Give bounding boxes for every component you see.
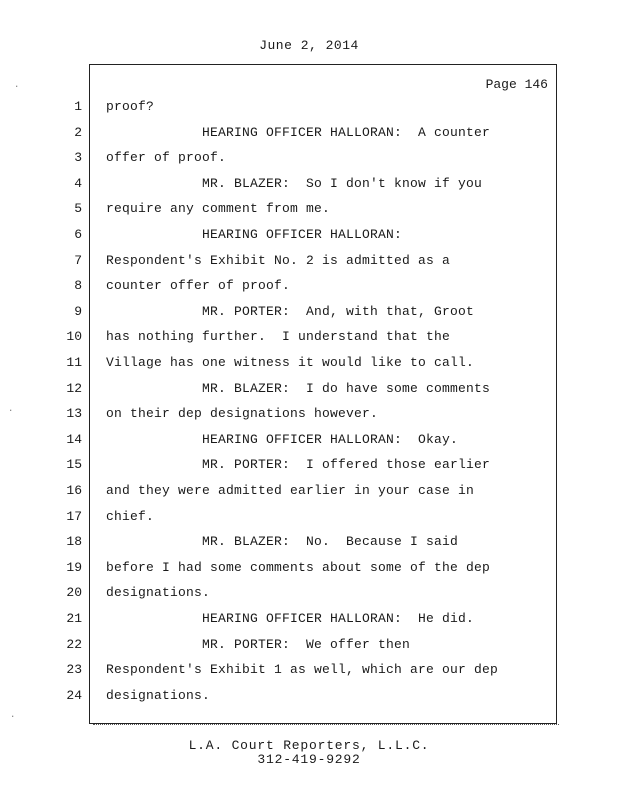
scan-speck: · — [8, 406, 14, 416]
line-text: chief. — [106, 508, 155, 524]
line-text: HEARING OFFICER HALLORAN: Okay. — [106, 431, 459, 447]
line-text: and they were admitted earlier in your case in — [106, 483, 475, 498]
line-number: 12 — [66, 380, 82, 396]
line-text: designations. — [106, 585, 211, 601]
line-number: 18 — [66, 534, 82, 550]
line-number: 14 — [66, 431, 82, 447]
line-text: before I had some comments about some of the dep — [106, 559, 491, 575]
line-text: Respondent's Exhibit 1 as well, which are our dep — [106, 662, 499, 678]
line-number: 23 — [66, 662, 82, 678]
scan-speck: · — [14, 82, 20, 92]
line-text: proof? — [106, 99, 155, 114]
line-number: 11 — [66, 355, 82, 370]
line-number: 9 — [74, 303, 82, 319]
line-text: counter offer of proof. — [106, 278, 291, 294]
line-text: MR. BLAZER: I do have some comments — [106, 380, 491, 396]
frame-shadow — [93, 724, 559, 727]
footer-company: L.A. Court Reporters, L.L.C. — [188, 738, 430, 753]
line-number: 2 — [74, 124, 82, 140]
line-text: require any comment from me. — [106, 201, 331, 217]
line-number: 1 — [74, 99, 82, 114]
line-text: designations. — [106, 687, 211, 703]
line-number: 13 — [66, 406, 82, 422]
scan-speck: · — [10, 712, 16, 722]
line-text: MR. PORTER: I offered those earlier — [106, 457, 491, 473]
line-text: HEARING OFFICER HALLORAN: A counter — [106, 124, 491, 140]
line-text: offer of proof. — [106, 150, 227, 166]
line-text: on their dep designations however. — [106, 406, 379, 422]
footer-phone: 312-419-9292 — [257, 752, 361, 767]
line-number: 8 — [74, 278, 82, 294]
line-number: 24 — [66, 687, 82, 703]
line-text: has nothing further. I understand that the — [106, 329, 451, 345]
line-number: 15 — [66, 457, 82, 473]
line-number: 20 — [66, 585, 82, 601]
line-text: HEARING OFFICER HALLORAN: He did. — [106, 611, 475, 626]
line-number: 7 — [74, 252, 82, 268]
line-text: MR. BLAZER: So I don't know if you — [106, 175, 483, 191]
line-number: 17 — [66, 508, 82, 524]
line-text: HEARING OFFICER HALLORAN: — [106, 227, 403, 242]
line-number: 5 — [74, 201, 82, 217]
line-number: 21 — [66, 611, 82, 626]
line-text: MR. PORTER: We offer then — [106, 636, 411, 652]
page-number: Page 146 — [485, 77, 548, 92]
line-text: MR. BLAZER: No. Because I said — [106, 534, 459, 550]
line-number: 19 — [66, 559, 82, 575]
line-number: 16 — [66, 483, 82, 498]
line-number: 10 — [66, 329, 82, 345]
line-number: 3 — [74, 150, 82, 166]
line-text: Respondent's Exhibit No. 2 is admitted as a — [106, 252, 451, 268]
line-number: 4 — [74, 175, 82, 191]
line-number: 6 — [74, 227, 82, 242]
line-text: MR. PORTER: And, with that, Groot — [106, 303, 475, 319]
line-number: 22 — [66, 636, 82, 652]
line-text: Village has one witness it would like to call. — [106, 355, 475, 370]
transcript-date: June 2, 2014 — [259, 38, 359, 53]
